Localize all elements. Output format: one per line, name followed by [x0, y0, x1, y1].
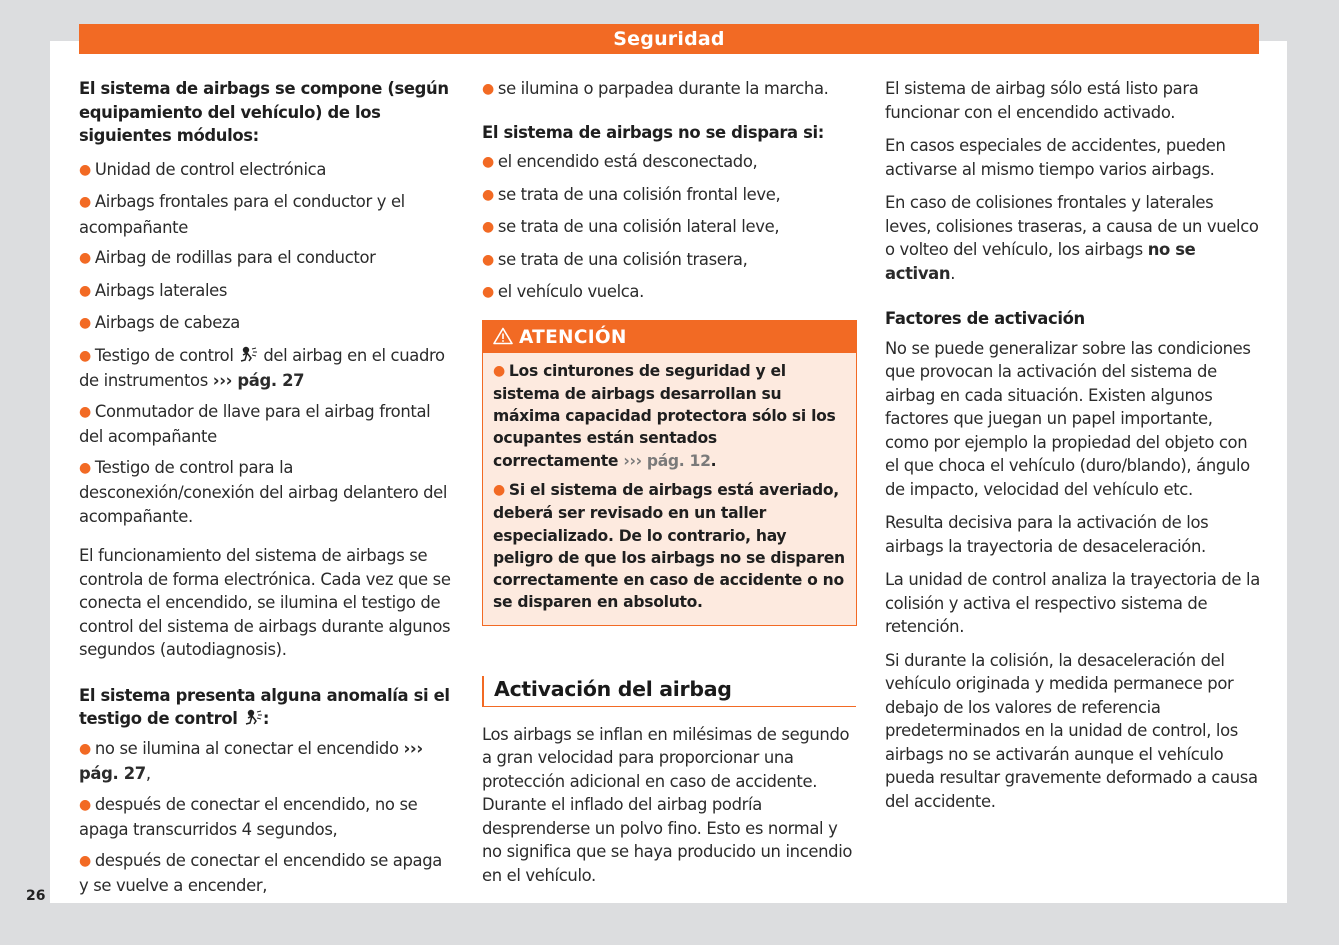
page-reference-link[interactable]: ››› pág. 27: [79, 738, 423, 783]
warning-item: ● Los cinturones de seguridad y el sistema de airbags desarrollan su máxima capacidad protectora sólo si los ocupantes están sentados correctamente ››› pág. 12.: [493, 361, 836, 470]
list-item: ● el vehículo vuelca.: [482, 282, 644, 301]
bullet-icon: ●: [79, 347, 91, 364]
bullet-icon: ●: [79, 740, 91, 757]
bullet-icon: ●: [482, 284, 494, 300]
factors-heading: Factores de activación: [885, 309, 1085, 328]
list-item: ● se trata de una colisión frontal leve,: [482, 184, 781, 204]
warning-body: [483, 353, 856, 625]
electronic-control-paragraph: El funcionamiento del sistema de airbags se controla de forma electrónica. Cada vez que se conecta el encendido, se ilumina el testigo de control del sistema de airbags durante algunos segundos (autodiagnosis).: [79, 546, 451, 659]
no-fire-list: [482, 150, 857, 306]
warning-box: [482, 320, 857, 626]
list-item: ● se ilumina o parpadea durante la marcha.: [482, 79, 829, 98]
warning-triangle-icon: [493, 327, 513, 345]
bullet-icon: ●: [79, 161, 91, 178]
page-reference-link[interactable]: ››› pág. 12: [623, 451, 711, 470]
list-item: ● después de conectar el encendido se apaga y se vuelve a encender,: [79, 850, 442, 895]
bullet-icon: ●: [493, 362, 505, 379]
list-item: ● Airbags frontales para el conductor y el acompañante: [79, 192, 405, 237]
list-item: ● se trata de una colisión trasera,: [482, 249, 748, 269]
list-item: ● Conmutador de llave para el airbag frontal del acompañante: [79, 401, 431, 446]
section-title: Activación del airbag: [482, 676, 856, 707]
list-item: ● Unidad de control electrónica: [79, 159, 327, 179]
paragraph: El sistema de airbag sólo está listo para funcionar con el encendido activado.: [885, 79, 1199, 122]
bullet-icon: ●: [79, 194, 91, 210]
list-item: ● se trata de una colisión lateral leve,: [482, 217, 780, 236]
warning-item: ● Si el sistema de airbags está averiado, deberá ser revisado en un taller especializado. De lo contrario, hay peligro de que los airbags no se disparen correctamente en caso de accidente o no se disparen en absoluto.: [493, 480, 845, 612]
column-1: [79, 77, 454, 905]
modules-list: [79, 158, 454, 529]
list-item: ● no se ilumina al conectar el encendido ››› pág. 27,: [79, 738, 423, 783]
paragraph: En casos especiales de accidentes, pueden activarse al mismo tiempo varios airbags.: [885, 136, 1226, 179]
bullet-icon: ●: [79, 282, 91, 299]
list-item: ● Airbag de rodillas para el conductor: [79, 248, 376, 267]
bullet-icon: ●: [493, 481, 505, 498]
list-item: ● Airbags laterales: [79, 280, 228, 300]
page-reference-link[interactable]: ››› pág. 27: [212, 371, 305, 390]
bullet-icon: ●: [482, 251, 494, 268]
list-item: ● Airbags de cabeza: [79, 313, 240, 332]
anomaly-heading: El sistema presenta alguna anomalía si el testigo de control :: [79, 685, 450, 728]
paragraph: La unidad de control analiza la trayectoria de la colisión y activa el respectivo sistema de retención.: [885, 570, 1260, 636]
page-number: 26: [26, 888, 46, 904]
list-item: ● Testigo de control para la desconexión/conexión del airbag delantero del acompañante.: [79, 457, 448, 526]
bullet-icon: ●: [482, 81, 494, 97]
paragraph: Si durante la colisión, la desaceleración del vehículo originada y medida permanece por debajo de los valores de referencia predeterminados en la unidad de control, los airbags no se activarán aunque el vehículo pueda resultar gravemente deformado a causa del accidente.: [885, 650, 1258, 811]
bullet-icon: ●: [79, 852, 91, 869]
paragraph: En caso de colisiones frontales y laterales leves, colisiones traseras, a causa de un vuelco o volteo del vehículo, los airbags no se activan.: [885, 193, 1259, 283]
paragraph: Resulta decisiva para la activación de los airbags la trayectoria de desaceleración.: [885, 513, 1209, 556]
warning-header: ATENCIÓN: [483, 321, 856, 353]
paragraph: No se puede generalizar sobre las condiciones que provocan la activación del sistema de airbag en cada situación. Existen algunos factores que juegan un papel importante, como por ejemplo la propiedad del objeto con el que choca el vehículo (duro/blando), ángulo de impacto, velocidad del vehículo etc.: [885, 338, 1251, 499]
bullet-icon: ●: [482, 219, 494, 235]
section-header: Seguridad: [79, 24, 1259, 54]
activation-paragraph: Los airbags se inflan en milésimas de segundo a gran velocidad para proporcionar una protección adicional en caso de accidente. Durante el inflado del airbag podría desprenderse un polvo fino. Esto es normal y no significa que se haya producido un incendio en el vehículo.: [482, 724, 853, 885]
column-2: [482, 77, 857, 897]
no-fire-heading: El sistema de airbags no se dispara si:: [482, 122, 824, 142]
bullet-icon: ●: [79, 796, 91, 813]
bullet-icon: ●: [79, 459, 91, 476]
anomaly-list: [79, 737, 454, 898]
bullet-icon: ●: [79, 403, 91, 420]
column-3: [885, 77, 1260, 823]
airbag-warning-icon: [238, 346, 258, 363]
bullet-icon: ●: [482, 186, 494, 203]
list-item: ● Testigo de control del airbag en el cuadro de instrumentos ››› pág. 27: [79, 345, 445, 390]
bullet-icon: ●: [482, 154, 494, 170]
modules-intro: El sistema de airbags se compone (según equipamiento del vehículo) de los siguientes módulos:: [79, 79, 449, 145]
bullet-icon: ●: [79, 315, 91, 331]
list-item: ● el encendido está desconectado,: [482, 152, 758, 171]
list-item: ● después de conectar el encendido, no se apaga transcurridos 4 segundos,: [79, 794, 418, 839]
bullet-icon: ●: [79, 250, 91, 266]
airbag-warning-icon: [243, 709, 263, 726]
